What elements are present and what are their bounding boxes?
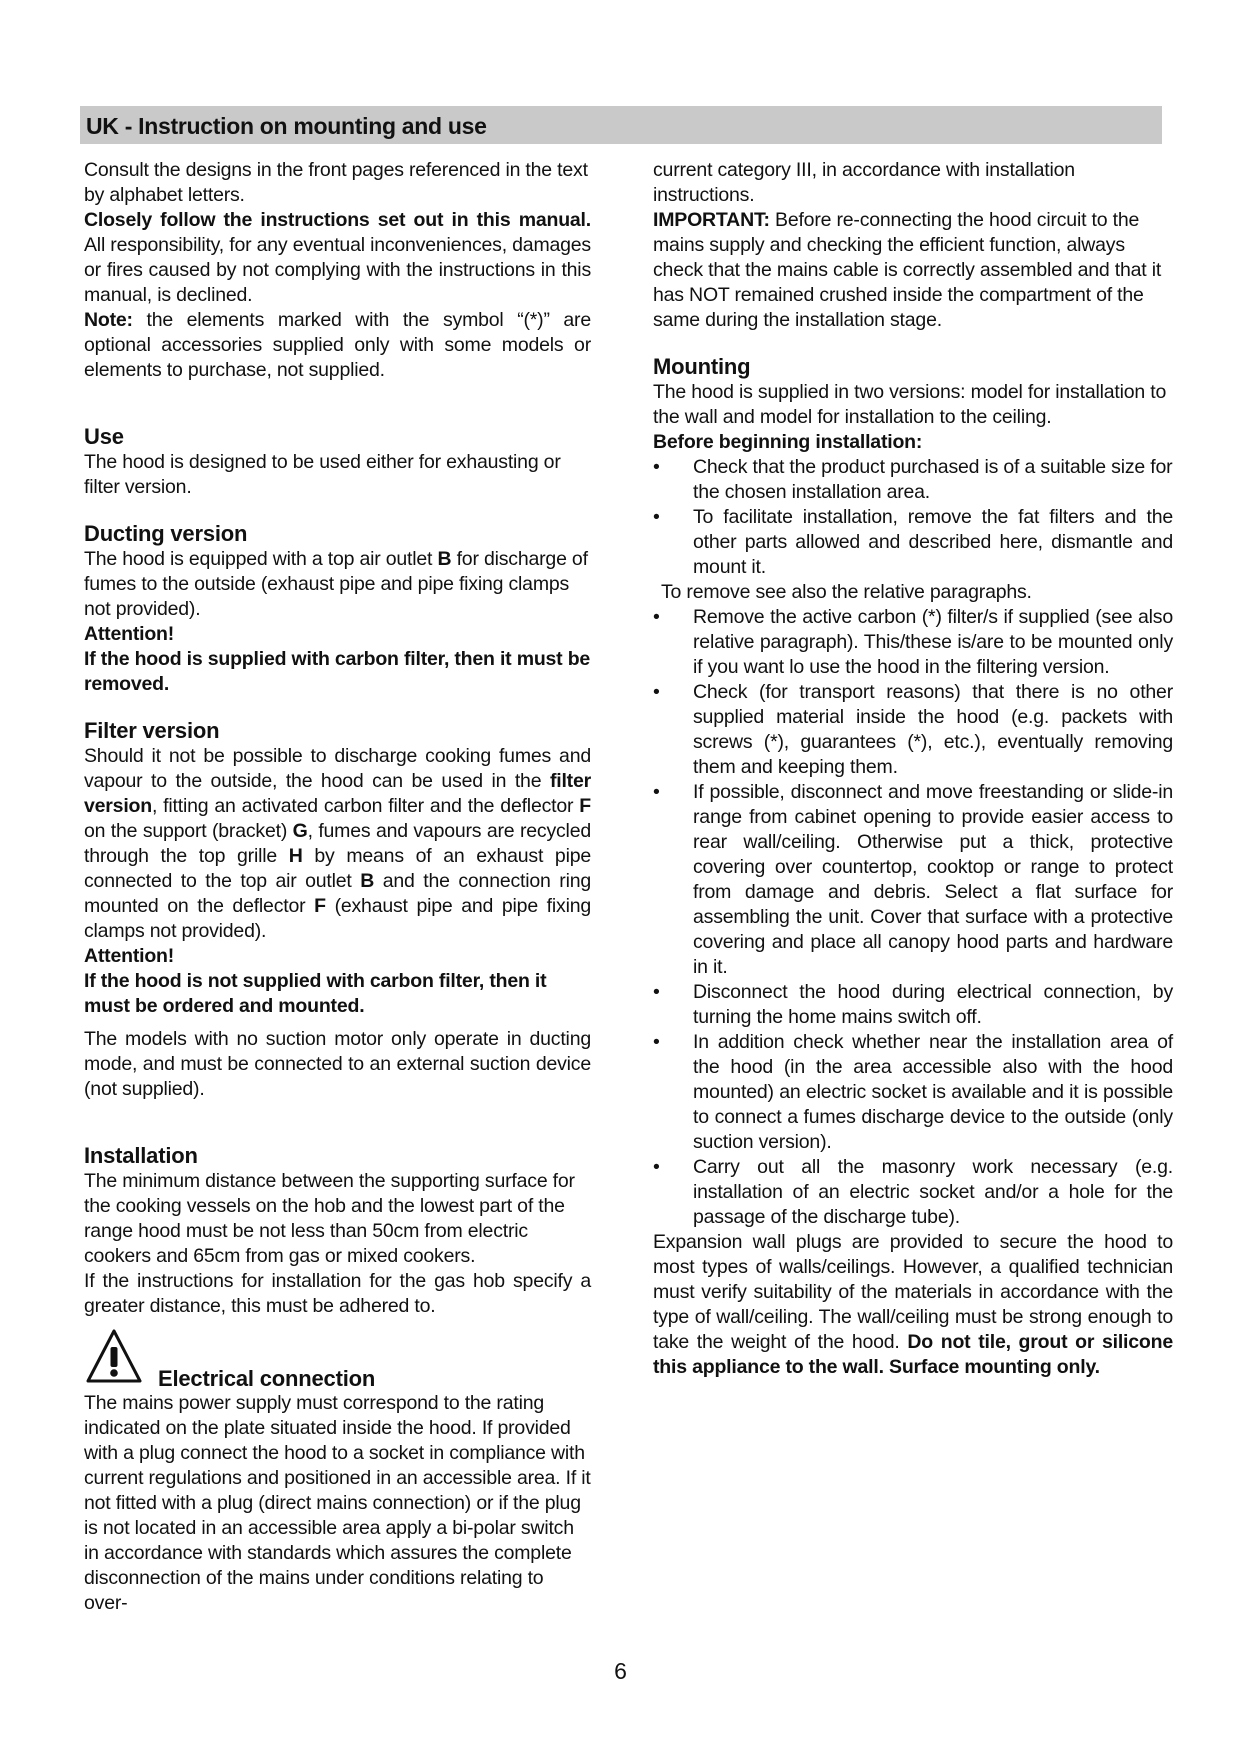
- list-item: • Carry out all the masonry work necessary (e.g. installation of an electric socket and/or a hole for the passage of the discharge tube).: [653, 1156, 1173, 1228]
- note-label: Note:: [84, 309, 133, 331]
- list-item: • Check (for transport reasons) that there is no other supplied material inside the hood (e.g. packets with screws (*), guarantees (*), etc.), eventually removing them and keeping them.: [653, 681, 1173, 778]
- mounting-heading: Mounting: [653, 354, 751, 379]
- electrical-continuation-text: current category III, in accordance with installation instructions.: [653, 159, 1075, 206]
- note-rest: the elements marked with the symbol “(*)” are optional accessories supplied only with some models or elements to purchase, not supplied.: [84, 309, 591, 381]
- intro-note-text: [84, 308, 591, 383]
- pre-install-list: [653, 455, 1173, 580]
- ducting-attention: Attention!: [84, 623, 175, 645]
- electrical-heading-row: [84, 1327, 591, 1391]
- mounting-intro-text: The hood is supplied in two versions: model for installation to the wall and model for installation to the ceiling.: [653, 381, 1167, 428]
- important-text: IMPORTANT: Before re-connecting the hood circuit to the mains supply and checking the efficient function, always check that the mains cable is correctly assembled and that it has NOT remained crushed inside the compartment of the same during the installation stage.: [653, 209, 1162, 331]
- wall-plugs-text: Expansion wall plugs are provided to secure the hood to most types of walls/ceilings. However, a qualified technician must verify suitability of the materials in accordance with the type of wall/ceiling. The wall/ceiling must be strong enough to take the weight of the hood. Do not tile, grout or silicone this appliance to the wall. Surface mounting only.: [653, 1231, 1173, 1378]
- list-item: • Check that the product purchased is of a suitable size for the chosen installation area.: [653, 456, 1173, 503]
- before-installation-label: Before beginning installation:: [653, 431, 923, 453]
- use-text: The hood is designed to be used either for exhausting or filter version.: [84, 451, 561, 498]
- filter-warning: If the hood is not supplied with carbon filter, then it must be ordered and mounted.: [84, 970, 547, 1017]
- right-column: [653, 158, 1173, 1380]
- filter-heading: Filter version: [84, 718, 220, 743]
- filter-attention: Attention!: [84, 945, 175, 967]
- ref-letter-b: B: [437, 548, 452, 570]
- list-item: • Disconnect the hood during electrical connection, by turning the home mains switch off.: [653, 981, 1173, 1028]
- intro-responsibility-text: [84, 208, 591, 308]
- mounting-checklist: [653, 605, 1173, 1230]
- intro-bold-instruction: Closely follow the instructions set out in this manual.: [84, 209, 591, 231]
- left-column: [84, 158, 591, 1616]
- installation-gas-hob-text: If the instructions for installation for the gas hob specify a greater distance, this must be adhered to.: [84, 1270, 591, 1317]
- ducting-warning: If the hood is supplied with carbon filter, then it must be removed.: [84, 648, 591, 695]
- warning-triangle-icon: [84, 1327, 144, 1385]
- section-header-bar: [80, 106, 1162, 144]
- section-title: UK - Instruction on mounting and use: [86, 113, 487, 139]
- installation-distance-text: The minimum distance between the supporting surface for the cooking vessels on the hob and the lowest part of the range hood must be not less than 50cm from electric cookers and 65cm from gas or mixed cookers.: [84, 1170, 575, 1267]
- page-number: 6: [614, 1658, 627, 1684]
- list-item: • To facilitate installation, remove the fat filters and the other parts allowed and described here, dismantle and mount it.: [653, 506, 1173, 578]
- intro-responsibility-rest: All responsibility, for any eventual inconveniences, damages or fires caused by not complying with the instructions in this manual, is declined.: [84, 234, 591, 306]
- intro-reference-text: Consult the designs in the front pages referenced in the text by alphabet letters.: [84, 159, 588, 206]
- important-label: IMPORTANT:: [653, 209, 770, 231]
- no-motor-models-text: The models with no suction motor only operate in ducting mode, and must be connected to an external suction device (not supplied).: [84, 1028, 591, 1100]
- list-item: • Remove the active carbon (*) filter/s if supplied (see also relative paragraph). This/these is/are to be mounted only if you want lo use the hood in the filtering version.: [653, 606, 1173, 678]
- electrical-text: The mains power supply must correspond to the rating indicated on the plate situated inside the hood. If provided with a plug connect the hood to a socket in compliance with current regulations and positioned in an accessible area. If it not fitted with a plug (direct mains connection) or if the plug is not located in an accessible area apply a bi-polar switch in accordance with standards which assures the complete disconnection of the mains under conditions relating to over-: [84, 1392, 591, 1614]
- surface-mounting-warning: Do not tile, grout or silicone this appliance to the wall. Surface mounting only.: [653, 1331, 1173, 1378]
- installation-heading: Installation: [84, 1143, 198, 1168]
- use-heading: Use: [84, 424, 124, 449]
- ducting-heading: Ducting version: [84, 521, 248, 546]
- ducting-text: The hood is equipped with a top air outlet B for discharge of fumes to the outside (exhaust pipe and pipe fixing clamps not provided).: [84, 548, 588, 620]
- remove-note-text: To remove see also the relative paragraphs.: [661, 581, 1032, 603]
- electrical-heading: Electrical connection: [158, 1366, 376, 1391]
- list-item: • If possible, disconnect and move freestanding or slide-in range from cabinet opening to provide easier access to rear wall/ceiling. Otherwise put a thick, protective covering over countertop, cooktop or range to protect from damage and debris. Select a flat surface for assembling the unit. Cover that surface with a protective covering and place all canopy hood parts and hardware in it.: [653, 781, 1173, 978]
- filter-text: Should it not be possible to discharge cooking fumes and vapour to the outside, the hood can be used in the filter version, fitting an activated carbon filter and the deflector F on the support (bracket) G, fumes and vapours are recycled through the top grille H by means of an exhaust pipe connected to the top air outlet B and the connection ring mounted on the deflector F (exhaust pipe and pipe fixing clamps not provided).: [84, 745, 592, 942]
- list-item: • In addition check whether near the installation area of the hood (in the area accessible also with the hood mounted) an electric socket is available and it is possible to connect a fumes discharge device to the outside (only suction version).: [653, 1031, 1173, 1153]
